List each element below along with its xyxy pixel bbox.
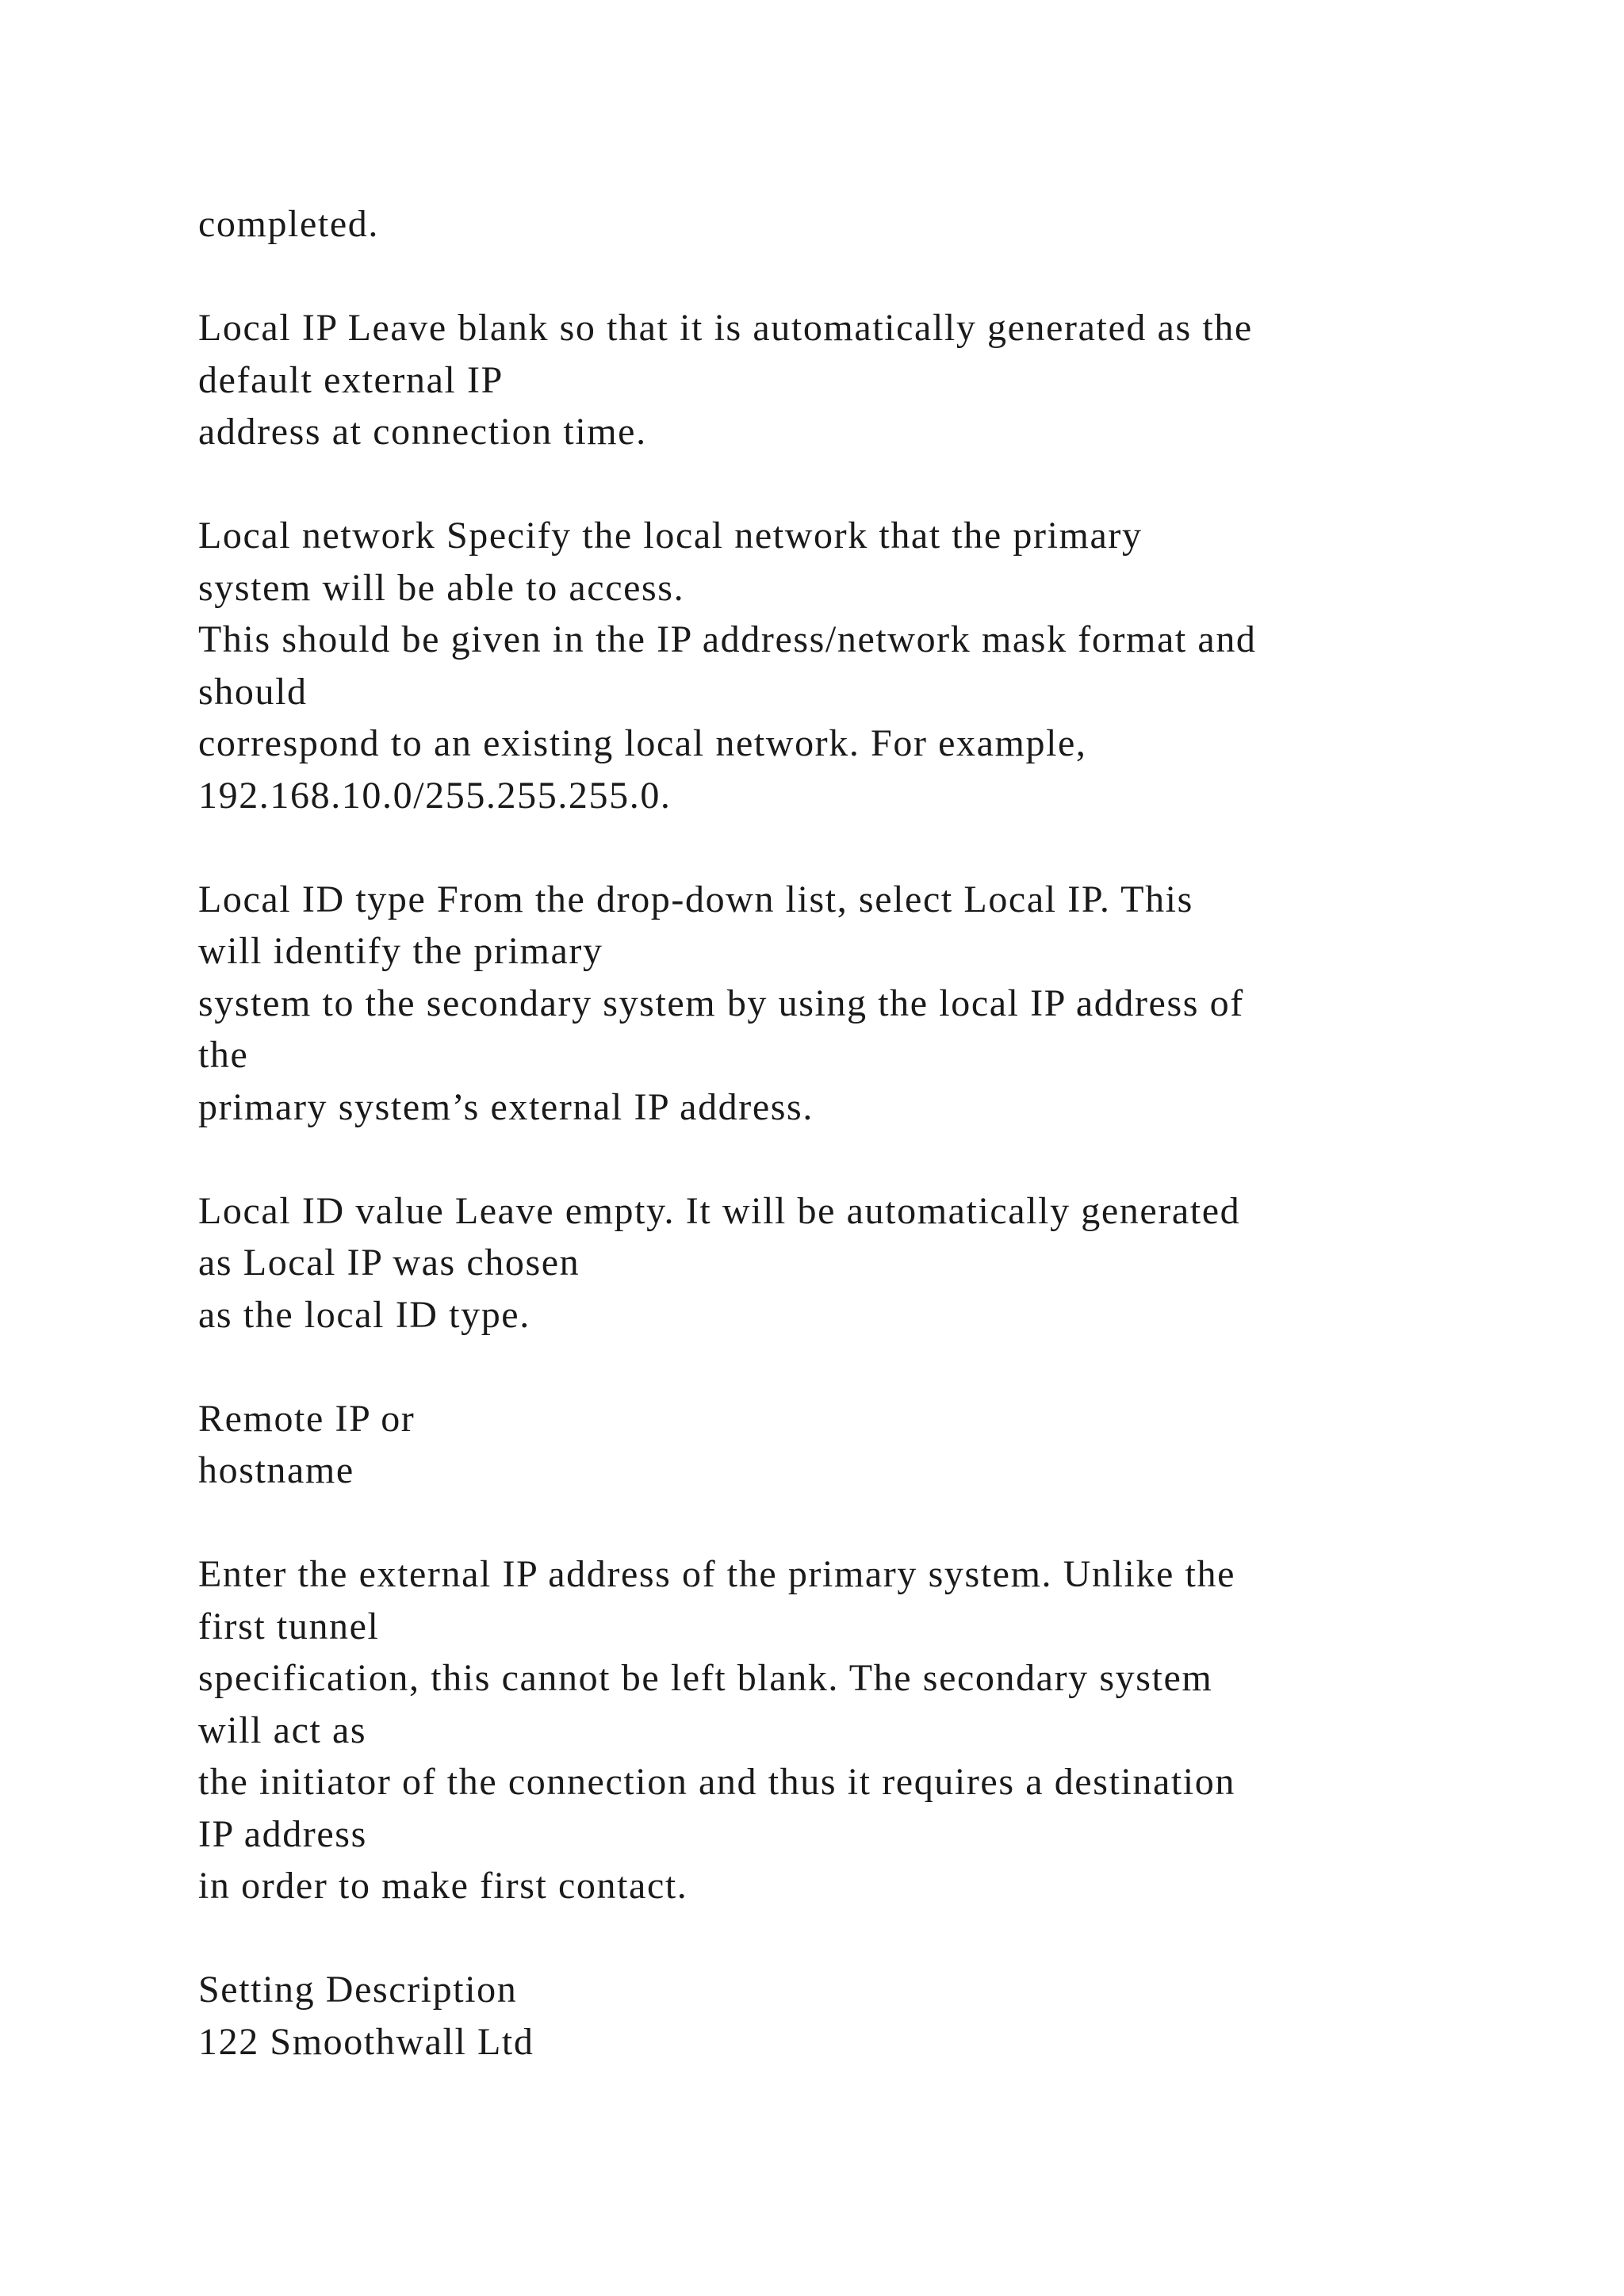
text-line: as the local ID type. [198,1293,530,1336]
text-line: as Local IP was chosen [198,1242,580,1284]
text-line: Enter the external IP address of the primary system. Unlike the [198,1553,1235,1595]
text-line: Local network Specify the local network that the primary [198,515,1143,557]
text-line: the initiator of the connection and thus it requires a destination [198,1761,1235,1803]
text-line: system will be able to access. [198,566,685,609]
text-line: Setting Description [198,1969,518,2011]
paragraph-gap [198,251,1546,303]
text-line: 122 Smoothwall Ltd [198,2020,534,2063]
text-line: Local ID type From the drop-down list, select Local IP. This [198,878,1193,920]
paragraph-gap [198,1133,1546,1185]
text-line: the [198,1034,249,1076]
text-line: address at connection time. [198,411,647,453]
text-line: completed. [198,203,379,245]
text-line: will act as [198,1709,367,1751]
text-line: will identify the primary [198,930,603,972]
text-line: IP address [198,1812,367,1855]
text-line: Local ID value Leave empty. It will be automatically generated [198,1189,1241,1232]
paragraph-gap [198,1912,1546,1965]
text-line: specification, this cannot be left blank. The secondary system [198,1657,1213,1699]
text-line: primary system’s external IP address. [198,1085,814,1128]
text-line: Remote IP or [198,1397,416,1440]
text-line: default external IP [198,358,504,401]
paragraph-gap [198,1497,1546,1549]
paragraph-gap [198,821,1546,874]
text-line: 192.168.10.0/255.255.255.0. [198,774,672,817]
text-line: should [198,670,308,713]
text-line: hostname [198,1449,354,1491]
document-body [198,198,1546,2068]
text-line: in order to make first contact. [198,1865,688,1907]
text-line: correspond to an existing local network. For example, [198,722,1087,764]
text-line: system to the secondary system by using the local IP address of [198,982,1244,1024]
text-line: Local IP Leave blank so that it is automatically generated as the [198,307,1253,349]
paragraph-gap [198,458,1546,511]
text-line: first tunnel [198,1605,380,1647]
text-line: This should be given in the IP address/network mask format and [198,618,1257,660]
paragraph-gap [198,1341,1546,1393]
